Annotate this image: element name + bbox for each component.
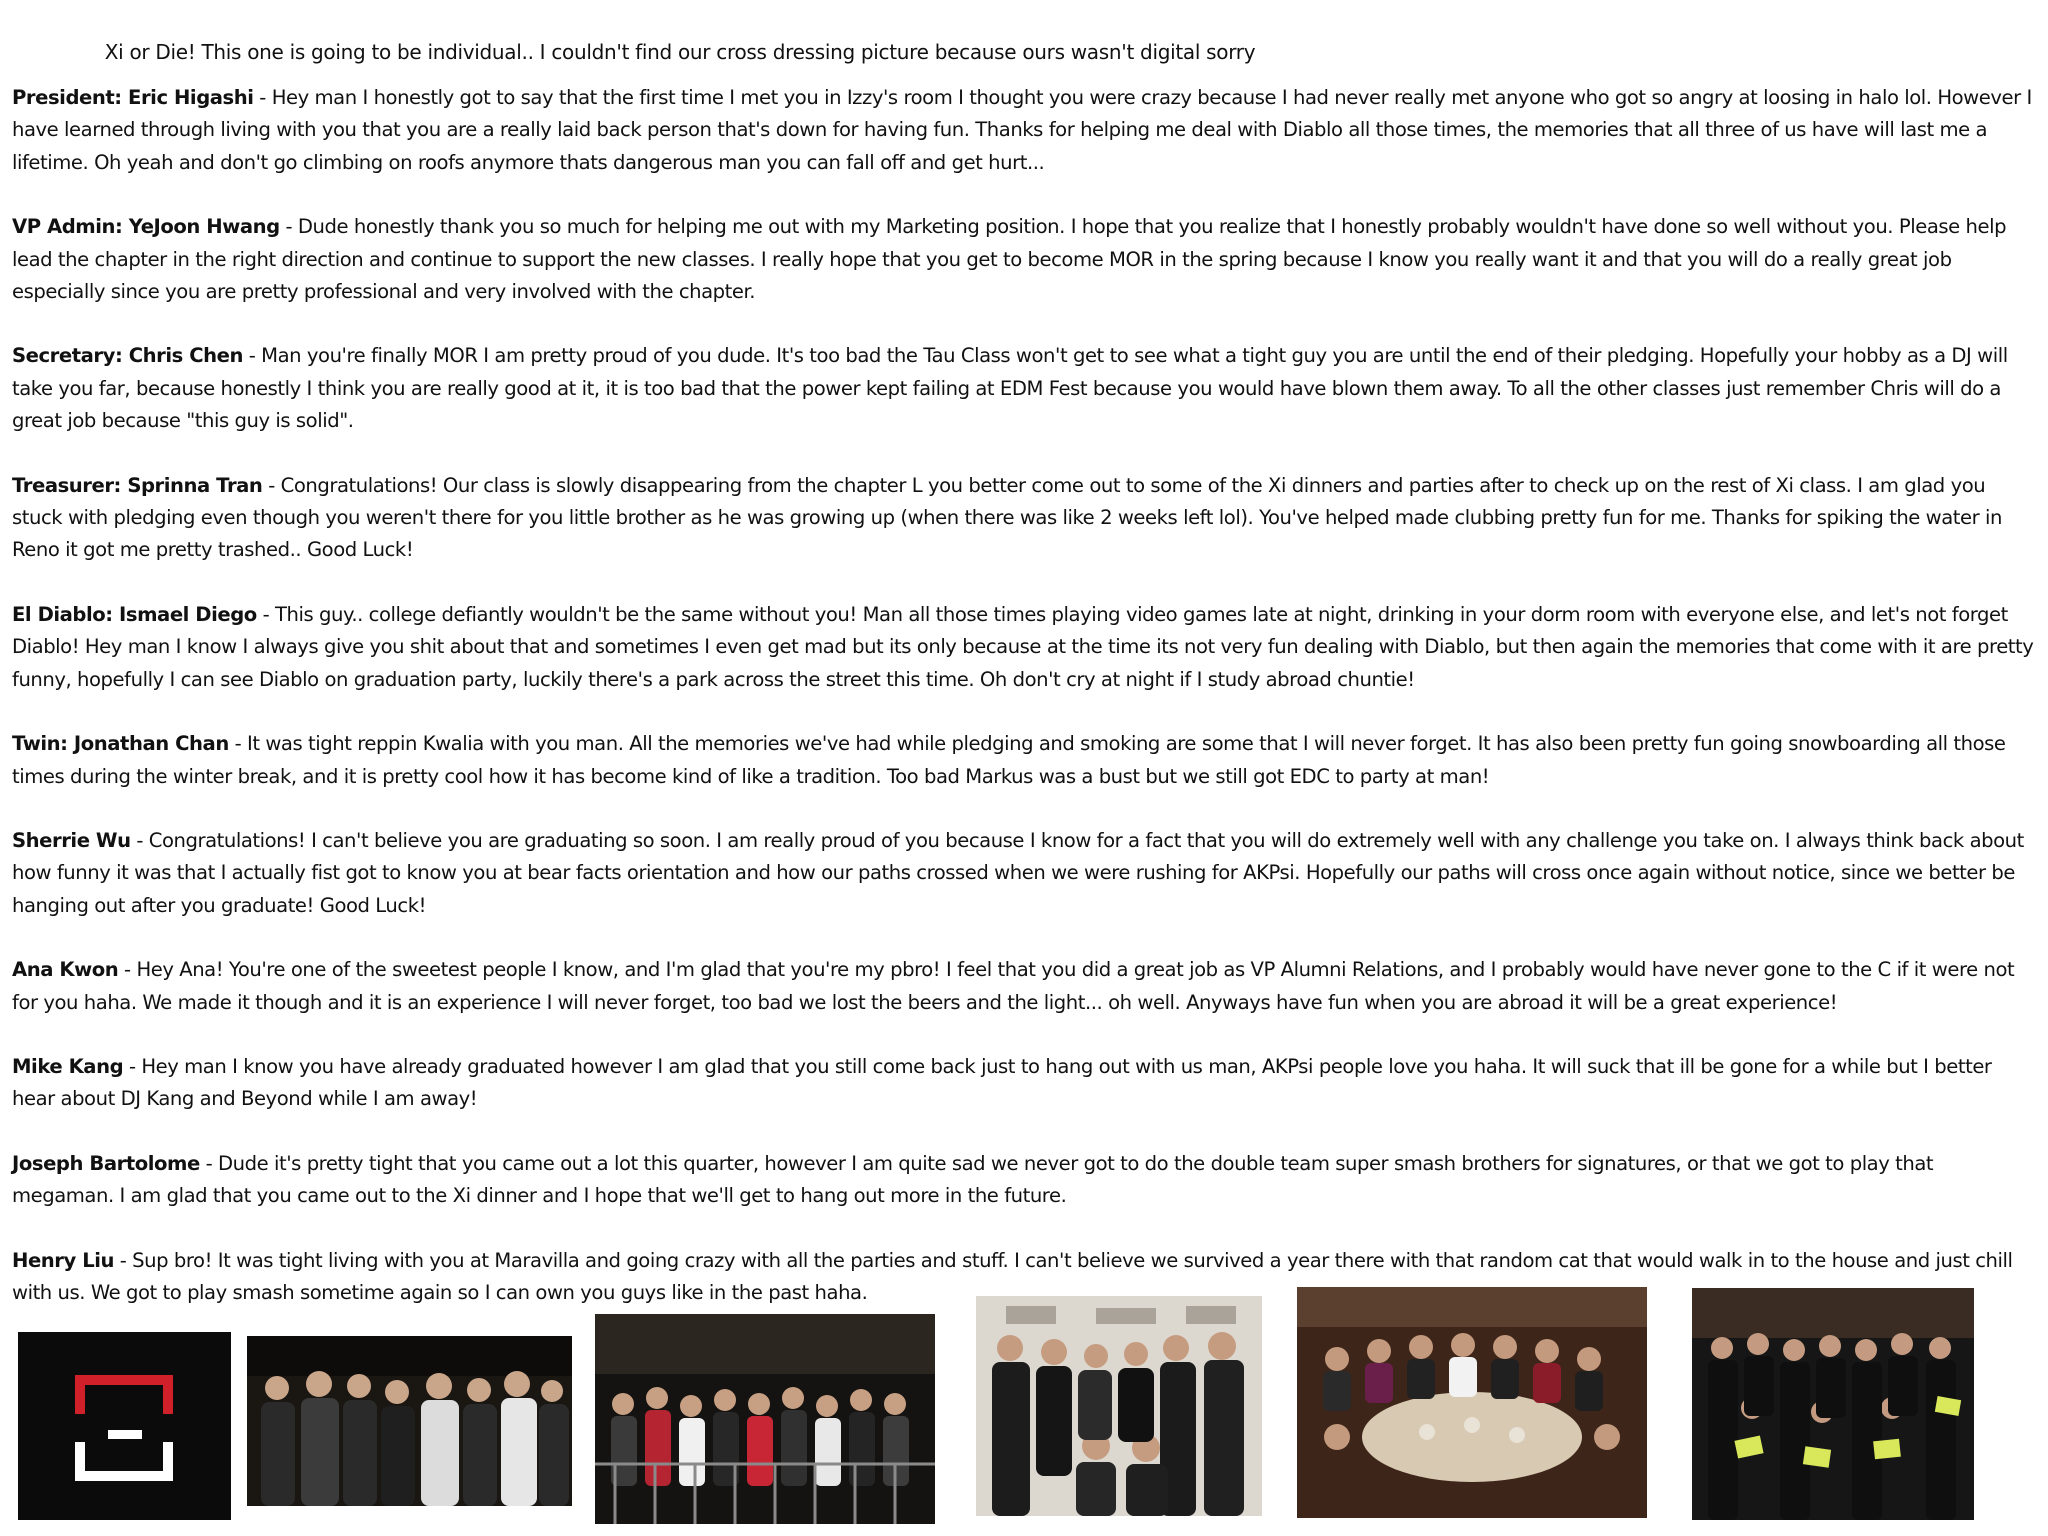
entry-name: Henry Liu <box>12 1248 114 1272</box>
entry-name: Mike Kang <box>12 1054 124 1078</box>
logo-image <box>18 1332 231 1520</box>
message-entry <box>12 954 2040 1019</box>
message-entry <box>12 599 2040 696</box>
entry-name: El Diablo: Ismael Diego <box>12 602 257 626</box>
entry-text: - Congratulations! Our class is slowly disappearing from the chapter L you better come out to some of the Xi dinners and parties after to check up on the rest of Xi class. I am glad you stuck with pledging even though you weren't there for you little brother as he was growing up (when there was like 2 weeks left lol). You've helped made clubbing pretty fun for me. Thanks for spiking the water in Reno it got me pretty trashed.. Good Luck! <box>12 473 2002 562</box>
message-entry <box>12 1148 2040 1213</box>
message-entry <box>12 82 2040 179</box>
entry-text: - Hey man I honestly got to say that the first time I met you in Izzy's room I thought you were crazy because I had never really met anyone who got so angry at loosing in halo lol. However I have learned through living with you that you are a really laid back person that's down for having fun. Thanks for helping me deal with Diablo all those times, the memories that all three of us have will last me a lifetime. Oh yeah and don't go climbing on roofs anymore thats dangerous man you can fall off and get hurt... <box>12 86 2032 174</box>
entry-text: - Dude it's pretty tight that you came out a lot this quarter, however I am quite sad we never got to do the double team super smash brothers for signatures, or that we got to play that megaman. I am glad that you came out to the Xi dinner and I hope that we'll get to hang out more in the future. <box>12 1151 1934 1208</box>
entry-name: Secretary: Chris Chen <box>12 344 243 368</box>
entry-text: - This guy.. college defiantly wouldn't be the same without you! Man all those times playing video games late at night, drinking in your dorm room with everyone else, and let's not forget Diablo! Hey man I know I always give you shit about that and sometimes I even get mad but its only because at the time its not very fun dealing with Diablo, but then again the memories that come with it are pretty funny, hopefully I can see Diablo on graduation party, luckily there's a park across the street this time. Oh don't cry at night if I study abroad chuntie! <box>12 602 2034 691</box>
message-entry <box>12 1051 2040 1116</box>
page-title: Xi or Die! This one is going to be individual.. I couldn't find our cross dressing picture because ours wasn't digital sorry <box>104 40 1256 64</box>
group-photo <box>247 1336 572 1506</box>
message-entry <box>12 470 2040 567</box>
entry-text: - It was tight reppin Kwalia with you man. All the memories we've had while pledging and smoking are some that I will never forget. It has also been pretty fun going snowboarding all those times during the winter break, and it is pretty cool how it has become kind of like a tradition. Too bad Markus was a bust but we still got EDC to party at man! <box>12 732 2006 788</box>
entry-text: - Hey man I know you have already graduated however I am glad that you still come back just to hang out with us man, AKPsi people love you haha. It will suck that ill be gone for a while but I better hear about DJ Kang and Beyond while I am away! <box>12 1054 1992 1111</box>
entry-text: - Man you're finally MOR I am pretty proud of you dude. It's too bad the Tau Class won't get to see what a tight guy you are until the end of their pledging. Hopefully your hobby as a DJ will take you far, because honestly I think you are really good at it, it is too bad that the power kept failing at EDM Fest because you would have blown them away. To all the other classes just remember Chris will do a great job because "this guy is solid". <box>12 344 2008 433</box>
entry-name: President: Eric Higashi <box>12 86 254 109</box>
entry-text: - Dude honestly thank you so much for helping me out with my Marketing position. I hope that you realize that I honestly probably wouldn't have done so well without you. Please help lead the chapter in the right direction and continue to support the new classes. I really hope that you get to become MOR in the spring because I know you really want it and that you will do a really great job especially since you are pretty professional and very involved with the chapter. <box>12 215 2007 304</box>
entry-name: Twin: Jonathan Chan <box>12 732 229 756</box>
message-entry <box>12 1245 2040 1310</box>
entry-name: Sherrie Wu <box>12 828 131 852</box>
group-photo <box>976 1296 1262 1516</box>
message-list <box>12 82 2040 1309</box>
entry-name: Ana Kwon <box>12 958 119 982</box>
message-entry <box>12 825 2040 922</box>
entry-name: Joseph Bartolome <box>12 1151 200 1175</box>
entry-text: - Congratulations! I can't believe you are graduating so soon. I am really proud of you because I know for a fact that you will do extremely well with any challenge you take on. I always think back about how funny it was that I actually fist got to know you at bear facts orientation and how our paths crossed when we were rushing for AKPsi. Hopefully our paths will cross once again without notice, since we better be hanging out after you graduate! Good Luck! <box>12 828 2024 917</box>
message-entry <box>12 340 2040 437</box>
entry-name: Treasurer: Sprinna Tran <box>12 473 263 497</box>
group-photo <box>595 1314 935 1524</box>
group-photo <box>1297 1287 1647 1518</box>
group-photo <box>1692 1288 1974 1520</box>
entry-text: - Hey Ana! You're one of the sweetest people I know, and I'm glad that you're my pbro! I feel that you did a great job as VP Alumni Relations, and I probably would have never gone to the C if it were not for you haha. We made it though and it is an experience I will never forget, too bad we lost the beers and the light... oh well. Anyways have fun when you are abroad it will be a great experience! <box>12 958 2015 1014</box>
entry-text: - Sup bro! It was tight living with you at Maravilla and going crazy with all the parties and stuff. I can't believe we survived a year there with that random cat that would walk in to the house and just chill with us. We got to play smash sometime again so I can own you guys like in the past haha. <box>12 1248 2013 1304</box>
message-entry <box>12 728 2040 793</box>
message-entry <box>12 211 2040 308</box>
logo-mark-icon <box>18 1332 231 1520</box>
entry-name: VP Admin: YeJoon Hwang <box>12 215 280 239</box>
